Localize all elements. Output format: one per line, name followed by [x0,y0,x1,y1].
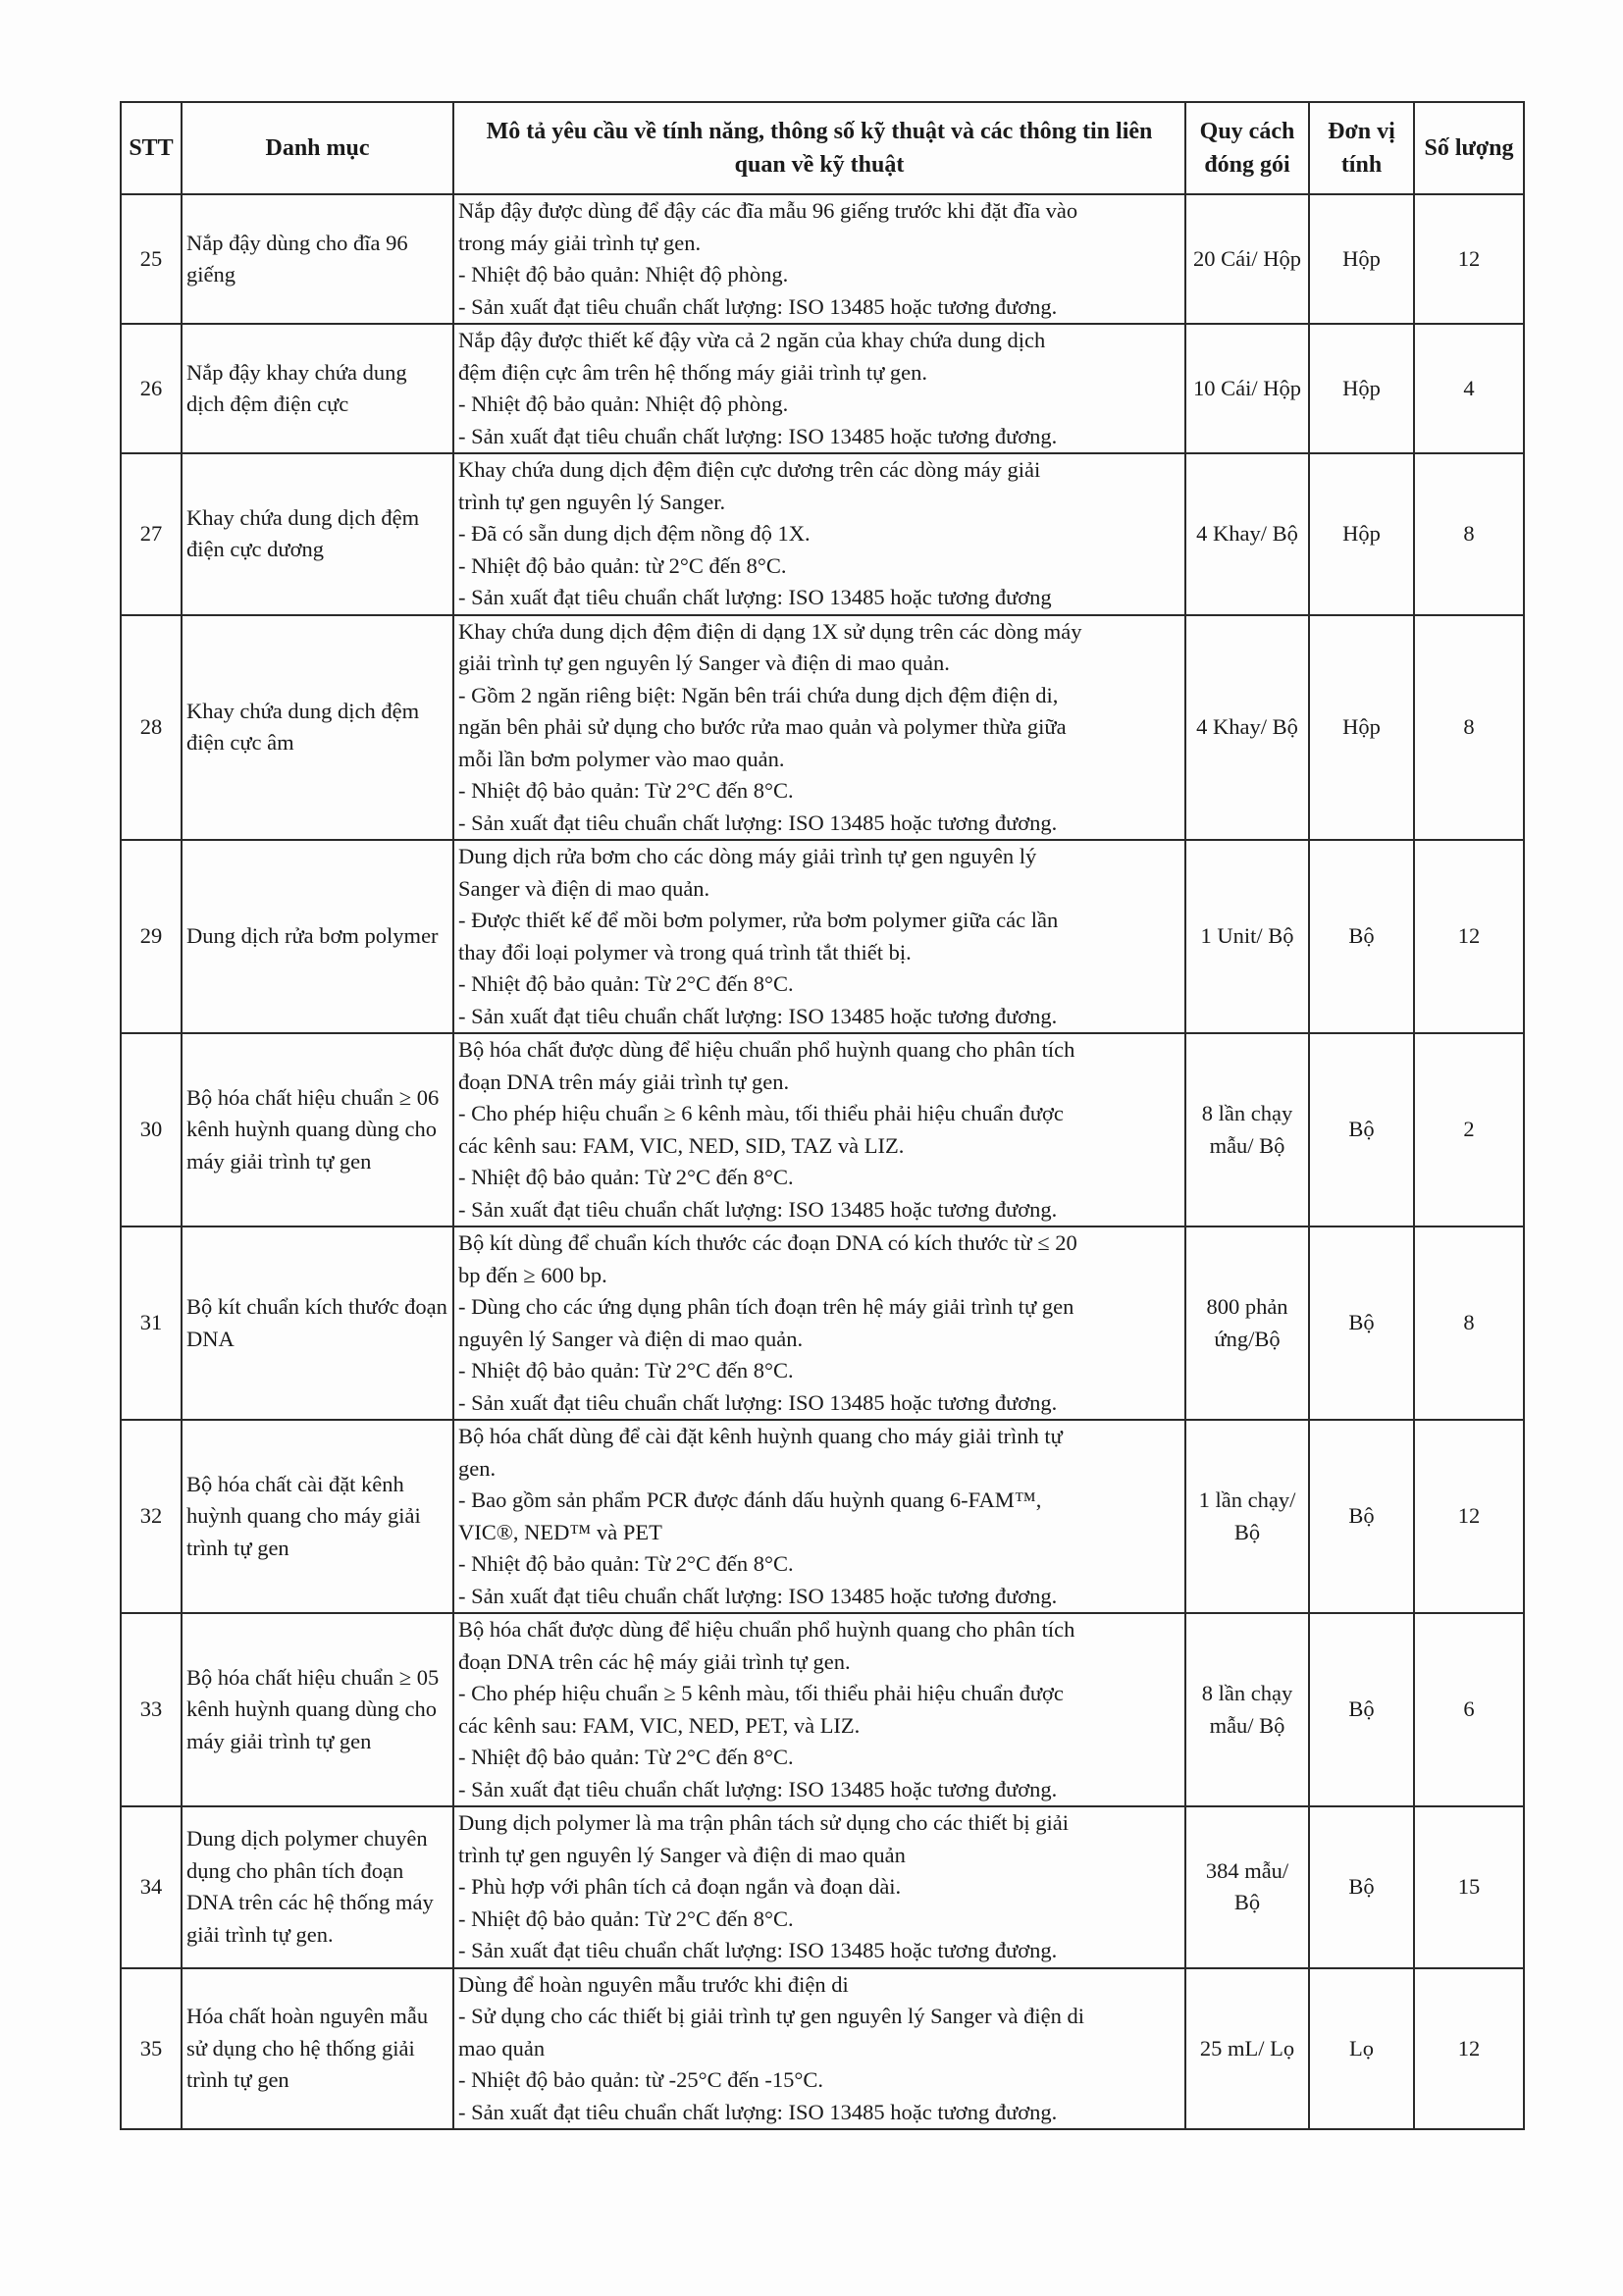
row-number: 25 [121,194,182,324]
description-line: - Sản xuất đạt tiêu chuẩn chất lượng: ISO 13485 hoặc tương đương. [458,423,1058,448]
row-quantity: 8 [1414,453,1524,615]
description-line: Khay chứa dung dịch đệm điện di dạng 1X sử dụng trên các dòng máy [458,618,1082,644]
description-line: - Nhiệt độ bảo quản: Từ 2°C đến 8°C. [458,1358,794,1383]
description-line: Bộ hóa chất được dùng để hiệu chuẩn phổ huỳnh quang cho phân tích [458,1617,1075,1642]
row-description [453,1968,1185,2130]
table-row [121,1806,1524,1968]
row-number: 26 [121,324,182,453]
description-line: - Nhiệt độ bảo quản: Từ 2°C đến 8°C. [458,1165,794,1189]
row-description [453,1420,1185,1613]
row-category: Nắp đậy khay chứa dung dịch đệm điện cực [182,324,453,453]
row-packaging: 8 lần chạy mẫu/ Bộ [1185,1033,1309,1226]
description-line: mao quản [458,2035,546,2061]
table-row [121,1968,1524,2130]
row-category: Khay chứa dung dịch đệm điện cực âm [182,615,453,841]
row-quantity: 12 [1414,840,1524,1033]
row-description [453,324,1185,453]
description-line: Dùng để hoàn nguyên mẫu trước khi điện di [458,1971,849,1997]
description-line: - Phù hợp với phân tích cả đoạn ngắn và đoạn dài. [458,1874,902,1899]
description-line: Sanger và điện di mao quản. [458,875,710,901]
row-quantity: 6 [1414,1613,1524,1806]
description-line: - Sử dụng cho các thiết bị giải trình tự gen nguyên lý Sanger và điện di [458,2004,1084,2028]
description-line: - Được thiết kế để mồi bơm polymer, rửa bơm polymer giữa các lần [458,908,1059,932]
row-unit: Bộ [1309,1613,1414,1806]
description-line: - Sản xuất đạt tiêu chuẩn chất lượng: ISO 13485 hoặc tương đương. [458,1776,1058,1801]
description-line: thay đổi loại polymer và trong quá trình tắt thiết bị. [458,939,912,965]
table-row [121,453,1524,615]
description-line: đoạn DNA trên các hệ máy giải trình tự gen. [458,1648,851,1674]
row-unit: Bộ [1309,1806,1414,1968]
row-quantity: 12 [1414,1968,1524,2130]
row-description [453,1226,1185,1420]
row-unit: Hộp [1309,194,1414,324]
row-packaging: 1 Unit/ Bộ [1185,840,1309,1033]
description-line: nguyên lý Sanger và điện di mao quản. [458,1326,804,1351]
description-line: - Dùng cho các ứng dụng phân tích đoạn trên hệ máy giải trình tự gen [458,1294,1074,1319]
row-quantity: 15 [1414,1806,1524,1968]
description-line: - Sản xuất đạt tiêu chuẩn chất lượng: ISO 13485 hoặc tương đương. [458,1938,1058,1962]
description-line: ngăn bên phải sử dụng cho bước rửa mao quản và polymer thừa giữa [458,714,1067,739]
description-line: - Nhiệt độ bảo quản: Nhiệt độ phòng. [458,391,789,416]
row-description [453,615,1185,841]
row-quantity: 8 [1414,1226,1524,1420]
description-line: - Nhiệt độ bảo quản: Từ 2°C đến 8°C. [458,971,794,996]
description-line: - Nhiệt độ bảo quản: Từ 2°C đến 8°C. [458,1905,794,1931]
row-unit: Hộp [1309,453,1414,615]
row-description [453,194,1185,324]
row-unit: Hộp [1309,324,1414,453]
row-quantity: 2 [1414,1033,1524,1226]
row-description [453,1613,1185,1806]
description-line: Nắp đậy được thiết kế đậy vừa cả 2 ngăn của khay chứa dung dịch [458,328,1046,352]
description-line: - Sản xuất đạt tiêu chuẩn chất lượng: ISO 13485 hoặc tương đương. [458,1583,1058,1608]
description-line: trình tự gen nguyên lý Sanger và điện di mao quản [458,1842,906,1867]
row-category: Dung dịch polymer chuyên dụng cho phân tích đoạn DNA trên các hệ thống máy giải trình tự gen. [182,1806,453,1968]
description-line: - Sản xuất đạt tiêu chuẩn chất lượng: ISO 13485 hoặc tương đương [458,585,1052,609]
row-number: 33 [121,1613,182,1806]
description-line: trong máy giải trình tự gen. [458,230,702,255]
header-category: Danh mục [182,102,453,194]
row-category: Bộ kít chuẩn kích thước đoạn DNA [182,1226,453,1420]
description-line: Bộ hóa chất được dùng để hiệu chuẩn phổ huỳnh quang cho phân tích [458,1037,1075,1062]
description-line: - Sản xuất đạt tiêu chuẩn chất lượng: ISO 13485 hoặc tương đương. [458,1003,1058,1028]
description-line: Dung dịch polymer là ma trận phân tách sử dụng cho các thiết bị giải [458,1810,1070,1835]
description-line: Khay chứa dung dịch đệm điện cực dương trên các dòng máy giải [458,457,1041,482]
row-number: 35 [121,1968,182,2130]
row-quantity: 12 [1414,194,1524,324]
row-category: Hóa chất hoàn nguyên mẫu sử dụng cho hệ thống giải trình tự gen [182,1968,453,2130]
row-number: 34 [121,1806,182,1968]
description-line: - Sản xuất đạt tiêu chuẩn chất lượng: ISO 13485 hoặc tương đương. [458,1196,1058,1222]
row-quantity: 12 [1414,1420,1524,1613]
row-number: 30 [121,1033,182,1226]
row-number: 32 [121,1420,182,1613]
description-line: - Gồm 2 ngăn riêng biệt: Ngăn bên trái chứa dung dịch đệm điện di, [458,682,1059,707]
specification-table [120,101,1525,2130]
description-line: - Nhiệt độ bảo quản: Từ 2°C đến 8°C. [458,1551,794,1576]
description-line: - Bao gồm sản phẩm PCR được đánh dấu huỳnh quang 6-FAM™, [458,1487,1042,1512]
description-line: - Nhiệt độ bảo quản: Nhiệt độ phòng. [458,262,789,287]
description-line: trình tự gen nguyên lý Sanger. [458,489,726,514]
description-line: - Cho phép hiệu chuẩn ≥ 5 kênh màu, tối thiểu phải hiệu chuẩn được [458,1681,1064,1705]
description-line: Nắp đậy được dùng để đậy các đĩa mẫu 96 giếng trước khi đặt đĩa vào [458,198,1078,223]
row-unit: Bộ [1309,840,1414,1033]
header-description: Mô tả yêu cầu về tính năng, thông số kỹ thuật và các thông tin liên quan về kỹ thuật [453,102,1185,194]
header-stt: STT [121,102,182,194]
table-row [121,1226,1524,1420]
row-category: Bộ hóa chất hiệu chuẩn ≥ 06 kênh huỳnh quang dùng cho máy giải trình tự gen [182,1033,453,1226]
description-line: - Đã có sẵn dung dịch đệm nồng độ 1X. [458,521,811,546]
description-line: - Sản xuất đạt tiêu chuẩn chất lượng: ISO 13485 hoặc tương đương. [458,1389,1058,1415]
row-quantity: 8 [1414,615,1524,841]
row-packaging: 25 mL/ Lọ [1185,1968,1309,2130]
header-unit: Đơn vị tính [1309,102,1414,194]
description-line: - Nhiệt độ bảo quản: từ 2°C đến 8°C. [458,552,787,578]
table-header-row [121,102,1524,194]
table-row [121,194,1524,324]
row-unit: Bộ [1309,1226,1414,1420]
row-packaging: 4 Khay/ Bộ [1185,453,1309,615]
row-category: Dung dịch rửa bơm polymer [182,840,453,1033]
row-packaging: 20 Cái/ Hộp [1185,194,1309,324]
description-line: - Sản xuất đạt tiêu chuẩn chất lượng: ISO 13485 hoặc tương đương. [458,293,1058,319]
row-description [453,1806,1185,1968]
description-line: - Cho phép hiệu chuẩn ≥ 6 kênh màu, tối thiểu phải hiệu chuẩn được [458,1101,1064,1125]
description-line: các kênh sau: FAM, VIC, NED, SID, TAZ và LIZ. [458,1132,905,1158]
row-packaging: 384 mẫu/ Bộ [1185,1806,1309,1968]
description-line: Dung dịch rửa bơm cho các dòng máy giải trình tự gen nguyên lý [458,844,1037,868]
description-line: - Nhiệt độ bảo quản: Từ 2°C đến 8°C. [458,1745,794,1769]
row-packaging: 4 Khay/ Bộ [1185,615,1309,841]
row-packaging: 800 phản ứng/Bộ [1185,1226,1309,1420]
description-line: - Nhiệt độ bảo quản: Từ 2°C đến 8°C. [458,778,794,803]
description-line: Bộ kít dùng để chuẩn kích thước các đoạn DNA có kích thước từ ≤ 20 [458,1230,1077,1255]
table-row [121,1420,1524,1613]
description-line: mỗi lần bơm polymer vào mao quản. [458,746,785,771]
header-quantity: Số lượng [1414,102,1524,194]
row-description [453,453,1185,615]
row-unit: Lọ [1309,1968,1414,2130]
description-line: các kênh sau: FAM, VIC, NED, PET, và LIZ. [458,1712,861,1738]
description-line: - Nhiệt độ bảo quản: từ -25°C đến -15°C. [458,2067,824,2092]
row-quantity: 4 [1414,324,1524,453]
row-category: Khay chứa dung dịch đệm điện cực dương [182,453,453,615]
description-line: VIC®, NED™ và PET [458,1519,662,1544]
row-number: 28 [121,615,182,841]
table-row [121,1033,1524,1226]
description-line: - Sản xuất đạt tiêu chuẩn chất lượng: ISO 13485 hoặc tương đương. [458,2099,1058,2124]
description-line: bp đến ≥ 600 bp. [458,1262,607,1287]
table-row [121,1613,1524,1806]
row-number: 27 [121,453,182,615]
description-line: đệm điện cực âm trên hệ thống máy giải trình tự gen. [458,359,928,385]
table-row [121,615,1524,841]
row-number: 31 [121,1226,182,1420]
row-description [453,840,1185,1033]
table-row [121,840,1524,1033]
row-packaging: 8 lần chạy mẫu/ Bộ [1185,1613,1309,1806]
row-unit: Bộ [1309,1420,1414,1613]
row-description [453,1033,1185,1226]
description-line: Bộ hóa chất dùng để cài đặt kênh huỳnh quang cho máy giải trình tự [458,1424,1063,1448]
header-packaging: Quy cách đóng gói [1185,102,1309,194]
row-packaging: 1 lần chạy/ Bộ [1185,1420,1309,1613]
row-category: Bộ hóa chất hiệu chuẩn ≥ 05 kênh huỳnh quang dùng cho máy giải trình tự gen [182,1613,453,1806]
row-number: 29 [121,840,182,1033]
description-line: - Sản xuất đạt tiêu chuẩn chất lượng: ISO 13485 hoặc tương đương. [458,809,1058,835]
row-category: Bộ hóa chất cài đặt kênh huỳnh quang cho máy giải trình tự gen [182,1420,453,1613]
row-category: Nắp đậy dùng cho đĩa 96 giếng [182,194,453,324]
description-line: đoạn DNA trên máy giải trình tự gen. [458,1069,790,1094]
table-row [121,324,1524,453]
row-packaging: 10 Cái/ Hộp [1185,324,1309,453]
table-body [121,194,1524,2129]
description-line: giải trình tự gen nguyên lý Sanger và điện di mao quản. [458,651,950,675]
row-unit: Bộ [1309,1033,1414,1226]
description-line: gen. [458,1455,497,1481]
row-unit: Hộp [1309,615,1414,841]
